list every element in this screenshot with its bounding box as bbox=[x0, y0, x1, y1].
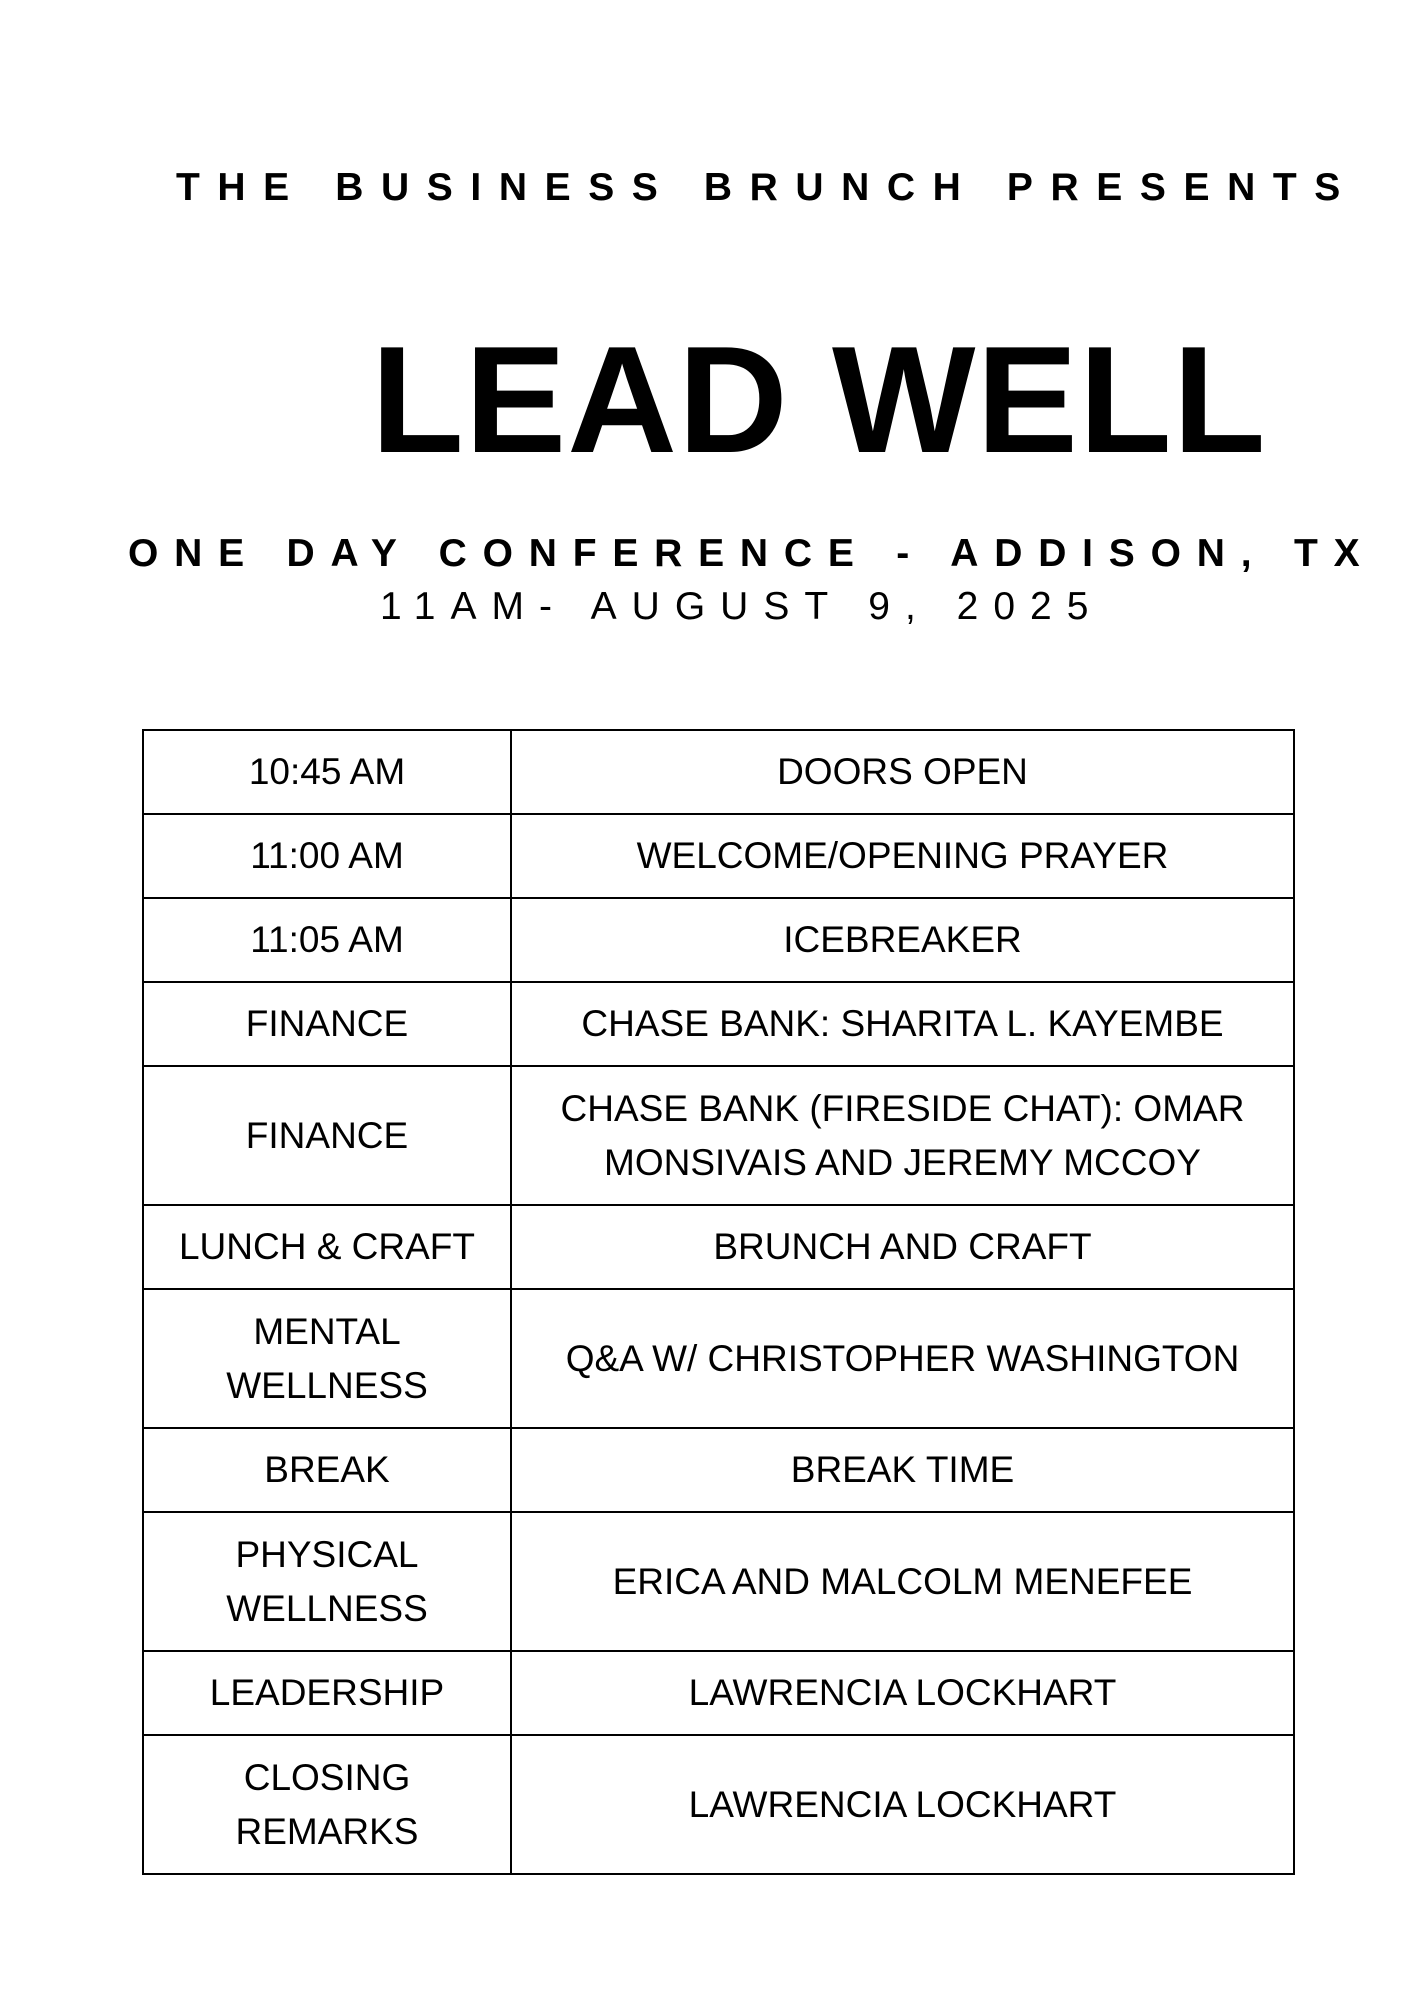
agenda-event: WELCOME/OPENING PRAYER bbox=[511, 814, 1294, 898]
agenda-event: BRUNCH AND CRAFT bbox=[511, 1205, 1294, 1289]
agenda-event: LAWRENCIA LOCKHART bbox=[511, 1735, 1294, 1874]
agenda-row bbox=[143, 1651, 1294, 1735]
agenda-event: BREAK TIME bbox=[511, 1428, 1294, 1512]
agenda-time: BREAK bbox=[143, 1428, 511, 1512]
agenda-row bbox=[143, 898, 1294, 982]
agenda-time: 10:45 AM bbox=[143, 730, 511, 814]
agenda-row bbox=[143, 1428, 1294, 1512]
agenda-time: FINANCE bbox=[143, 1066, 511, 1205]
agenda-time: CLOSING REMARKS bbox=[143, 1735, 511, 1874]
agenda-event: ICEBREAKER bbox=[511, 898, 1294, 982]
agenda-table bbox=[142, 729, 1295, 1875]
agenda-row bbox=[143, 1066, 1294, 1205]
agenda-time: 11:05 AM bbox=[143, 898, 511, 982]
agenda-time: LEADERSHIP bbox=[143, 1651, 511, 1735]
agenda-time: MENTAL WELLNESS bbox=[143, 1289, 511, 1428]
agenda-event: CHASE BANK (FIRESIDE CHAT): OMAR MONSIVAIS AND JEREMY MCCOY bbox=[511, 1066, 1294, 1205]
agenda-row bbox=[143, 1512, 1294, 1651]
agenda-row bbox=[143, 1735, 1294, 1874]
agenda-event: Q&A W/ CHRISTOPHER WASHINGTON bbox=[511, 1289, 1294, 1428]
agenda-time: LUNCH & CRAFT bbox=[143, 1205, 511, 1289]
agenda-event: ERICA AND MALCOLM MENEFEE bbox=[511, 1512, 1294, 1651]
event-title: LEAD WELL bbox=[371, 315, 1267, 485]
event-subtitle: ONE DAY CONFERENCE - ADDISON, TX bbox=[128, 532, 1376, 575]
agenda-time: FINANCE bbox=[143, 982, 511, 1066]
event-date: 11AM- AUGUST 9, 2025 bbox=[380, 585, 1104, 628]
agenda-row bbox=[143, 1205, 1294, 1289]
agenda-row bbox=[143, 1289, 1294, 1428]
agenda-event: CHASE BANK: SHARITA L. KAYEMBE bbox=[511, 982, 1294, 1066]
agenda-event: LAWRENCIA LOCKHART bbox=[511, 1651, 1294, 1735]
agenda-row bbox=[143, 982, 1294, 1066]
agenda-row bbox=[143, 814, 1294, 898]
agenda-row bbox=[143, 730, 1294, 814]
presenter-line: THE BUSINESS BRUNCH PRESENTS bbox=[176, 166, 1358, 209]
agenda-event: DOORS OPEN bbox=[511, 730, 1294, 814]
agenda-time: 11:00 AM bbox=[143, 814, 511, 898]
agenda-time: PHYSICAL WELLNESS bbox=[143, 1512, 511, 1651]
